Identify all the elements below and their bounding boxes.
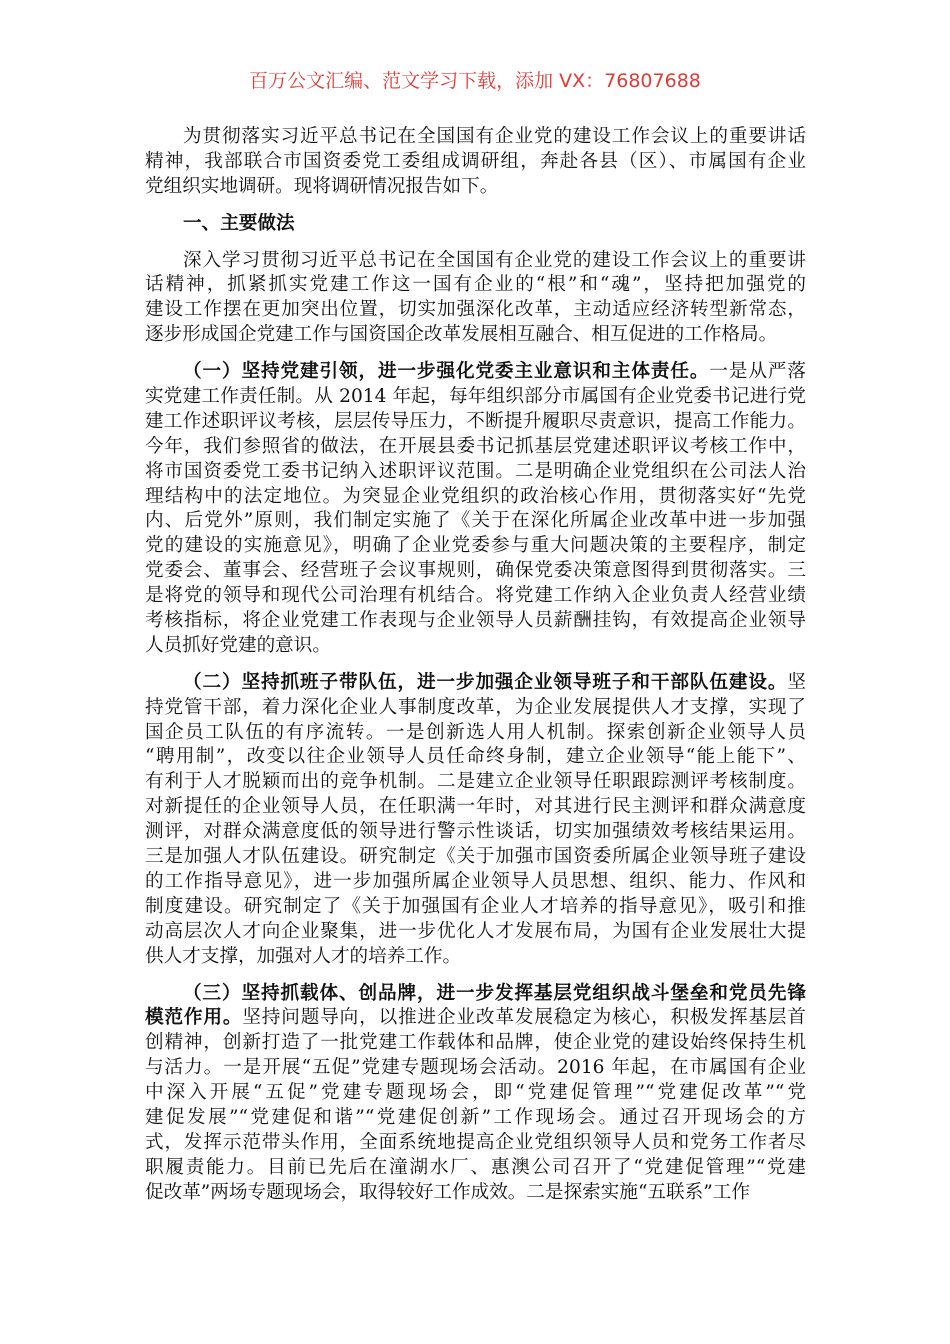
watermark-banner: 百万公文汇编、范文学习下载，添加 VX：76807688: [249, 70, 701, 92]
text-line: [145, 249, 806, 274]
text-line: [145, 895, 806, 920]
body-text: 持党管干部，着力深化企业人事制度改革，为企业发展提供人才支撑，实现了: [145, 696, 806, 718]
text-line: [145, 795, 806, 820]
body-text: 党的建设的实施意见》，明确了企业党委参与重大问题决策的主要程序，制定: [145, 535, 806, 557]
body-text: 内、后党外”原则，我们制定实施了《关于在深化所属企业改革中进一步加强: [145, 510, 806, 532]
body-text: 深入学习贯彻习近平总书记在全国国有企业党的建设工作会议上的重要讲: [183, 249, 806, 271]
paragraph: [145, 671, 806, 970]
text-line: [145, 460, 806, 485]
paragraph: [145, 125, 806, 200]
text-line: [145, 410, 806, 435]
body-text: 理结构中的法定地位。为突显企业党组织的政治核心作用，贯彻落实好“先党: [145, 485, 806, 507]
body-text: 测评，对群众满意度低的领导进行警示性谈话，切实加强绩效考核结果运用。: [145, 821, 806, 843]
text-line: [145, 1181, 806, 1206]
text-line: [145, 150, 806, 175]
text-line: [145, 1031, 806, 1056]
body-text: 精神，我部联合市国资委党工委组成调研组，奔赴各县（区）、市属国有企业: [145, 150, 806, 172]
text-line: [145, 298, 806, 323]
text-line: [145, 671, 806, 696]
text-line: [145, 1006, 806, 1031]
body-text: 今年，我们参照省的做法，在开展县委书记抓基层党建述职评议考核工作中，: [145, 435, 806, 457]
body-text: 建设工作摆在更加突出位置，切实加强深化改革，主动适应经济转型新常态，: [145, 299, 806, 321]
text-line: [145, 385, 806, 410]
paragraph: [145, 360, 806, 659]
text-line: [145, 770, 806, 795]
text-line: [145, 982, 806, 1007]
text-line: [145, 485, 806, 510]
body-text: 与活力。一是开展“五促”党建专题现场会活动。2016 年起，在市属国有企业: [145, 1057, 806, 1079]
text-line: [145, 435, 806, 460]
text-line: [145, 584, 806, 609]
body-text: 建促发展”“党建促和谐”“党建促创新”工作现场会。通过召开现场会的方: [145, 1106, 806, 1128]
body-text: 建工作述职评议考核，层层传导压力，不断提升履职尽责意识，提高工作能力。: [145, 410, 806, 432]
text-line: [145, 509, 806, 534]
text-line: [145, 125, 806, 150]
text-line: [145, 534, 806, 559]
text-line: [145, 273, 806, 298]
body-text: 党组织实地调研。现将调研情况报告如下。: [145, 175, 499, 197]
bold-lead-text: （二）坚持抓班子带队伍，进一步加强企业领导班子和干部队伍建设。: [183, 671, 788, 693]
text-line: [145, 920, 806, 945]
paragraph: [145, 982, 806, 1206]
body-text: 制度建设。研究制定了《关于加强国有企业人才培养的指导意见》，吸引和推: [145, 895, 806, 917]
text-line: [145, 559, 806, 584]
bold-lead-text: 模范作用。: [145, 1007, 243, 1029]
body-text: 考核指标，将企业党建工作表现与企业领导人员薪酬挂钩，有效提高企业领导: [145, 610, 806, 632]
text-line: [145, 945, 806, 970]
text-line: [145, 1081, 806, 1106]
body-text: 三是加强人才队伍建设。研究制定《关于加强市国资委所属企业领导班子建设: [145, 846, 806, 868]
text-line: [145, 1056, 806, 1081]
text-line: [145, 323, 806, 348]
body-text: 对新提任的企业领导人员，在任职满一年时，对其进行民主测评和群众满意度: [145, 796, 806, 818]
body-text: 坚: [787, 671, 806, 693]
text-line: [145, 870, 806, 895]
body-text: 动高层次人才向企业聚集，进一步优化人才发展布局，为国有企业发展壮大提: [145, 920, 806, 942]
text-line: [145, 696, 806, 721]
body-text: 职履责能力。目前已先后在潼湖水厂、惠澳公司召开了“党建促管理”“党建: [145, 1156, 806, 1178]
body-text: 供人才支撑，加强对人才的培养工作。: [145, 945, 462, 967]
body-text: 坚持问题导向，以推进企业改革发展稳定为核心，积极发挥基层首: [242, 1007, 806, 1029]
text-line: [145, 634, 806, 659]
body-text: 式，发挥示范带头作用，全面系统地提高企业党组织领导人员和党务工作者尽: [145, 1131, 806, 1153]
text-line: [145, 820, 806, 845]
body-text: 创精神，创新打造了一批党建工作载体和品牌，使企业党的建设始终保持生机: [145, 1032, 806, 1054]
section-heading: [145, 212, 806, 237]
body-text: 党委会、董事会、经营班子会议事规则，确保党委决策意图得到贯彻落实。三: [145, 560, 806, 582]
body-text: 中深入开展“五促”党建专题现场会，即“党建促管理”“党建促改革”“党: [145, 1082, 806, 1104]
text-line: [145, 360, 806, 385]
body-text: 逐步形成国企党建工作与国资国企改革发展相互融合、相互促进的工作格局。: [145, 324, 778, 346]
body-text: 促改革”两场专题现场会，取得较好工作成效。二是探索实施“五联系”工作: [145, 1181, 750, 1203]
text-line: [145, 745, 806, 770]
body-text: 为贯彻落实习近平总书记在全国国有企业党的建设工作会议上的重要讲话: [183, 126, 806, 147]
document-body: [145, 125, 806, 1218]
text-line: [145, 1156, 806, 1181]
text-line: [145, 609, 806, 634]
body-text: 的工作指导意见》，进一步加强所属企业领导人员思想、组织、能力、作风和: [145, 870, 806, 892]
text-line: [145, 212, 806, 237]
bold-lead-text: （一）坚持党建引领，进一步强化党委主业意识和主体责任。: [183, 361, 710, 383]
text-line: [145, 1131, 806, 1156]
bold-lead-text: 一、主要做法: [183, 212, 295, 234]
body-text: 一是从严落: [709, 361, 806, 383]
body-text: 人员抓好党建的意识。: [145, 634, 331, 656]
body-text: 有利于人才脱颖而出的竞争机制。二是建立企业领导任职跟踪测评考核制度。: [145, 771, 806, 793]
body-text: 是将党的领导和现代公司治理有机结合。将党建工作纳入企业负责人经营业绩: [145, 585, 806, 607]
text-line: [145, 175, 806, 200]
body-text: 将市国资委党工委书记纳入述职评议范围。二是明确企业党组织在公司法人治: [145, 460, 806, 482]
text-line: [145, 721, 806, 746]
text-line: [145, 1106, 806, 1131]
bold-lead-text: （三）坚持抓载体、创品牌，进一步发挥基层党组织战斗堡垒和党员先锋: [183, 982, 806, 1004]
body-text: 国企员工队伍的有序流转。一是创新选人用人机制。探索创新企业领导人员: [145, 721, 806, 743]
body-text: 话精神，抓紧抓实党建工作这一国有企业的“根”和“魂”，坚持把加强党的: [145, 274, 806, 296]
text-line: [145, 845, 806, 870]
body-text: 实党建工作责任制。从 2014 年起，每年组织部分市属国有企业党委书记进行党: [145, 386, 806, 408]
body-text: “聘用制”，改变以往企业领导人员任命终身制，建立企业领导“能上能下”、: [145, 746, 806, 768]
paragraph: [145, 249, 806, 349]
